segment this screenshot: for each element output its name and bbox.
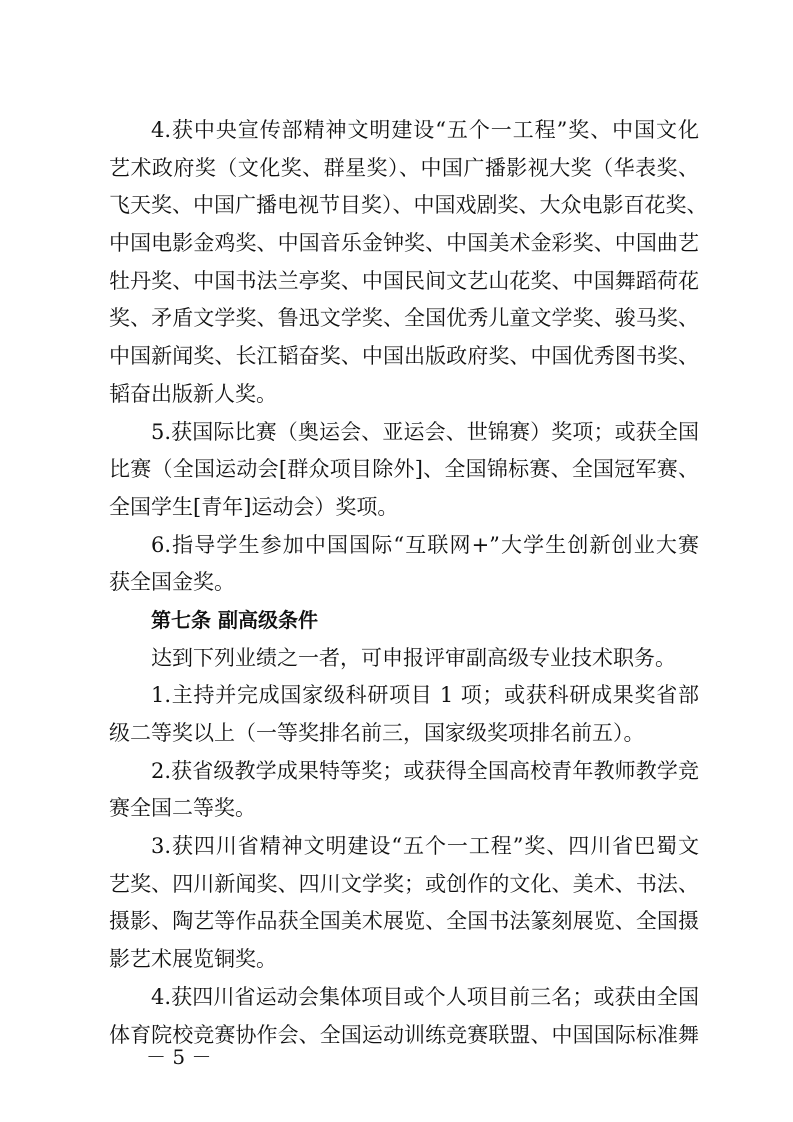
paragraph-line: 赛全国二等奖。 (109, 796, 256, 821)
paragraph-line: 比赛（全国运动会[群众项目除外]、全国锦标赛、全国冠军赛、 (109, 457, 699, 482)
paragraph-line: 获全国金奖。 (109, 570, 235, 595)
paragraph-line: 5.获国际比赛（奥运会、亚运会、世锦赛）奖项；或获全国 (151, 419, 699, 444)
paragraph-line: 体育院校竞赛协作会、全国运动训练竞赛联盟、中国国际标准舞 (109, 1022, 699, 1047)
paragraph-line: 4.获中央宣传部精神文明建设“五个一工程”奖、中国文化 (151, 118, 699, 142)
page-number: － 5 － (146, 1045, 212, 1069)
paragraph-line: 1.主持并完成国家级科研项目 1 项；或获科研成果奖省部 (151, 683, 699, 708)
paragraph-line: 奖、矛盾文学奖、鲁迅文学奖、全国优秀儿童文学奖、骏马奖、 (109, 306, 699, 331)
paragraph-line: 艺术政府奖（文化奖、群星奖）、中国广播影视大奖（华表奖、 (109, 155, 699, 180)
paragraph-line: 牡丹奖、中国书法兰亭奖、中国民间文艺山花奖、中国舞蹈荷花 (109, 268, 699, 293)
paragraph-line: 3.获四川省精神文明建设“五个一工程”奖、四川省巴蜀文 (151, 834, 699, 859)
paragraph-line: 影艺术展览铜奖。 (109, 947, 277, 972)
paragraph-line: 艺奖、四川新闻奖、四川文学奖；或创作的文化、美术、书法、 (109, 871, 699, 896)
body-text (109, 112, 708, 1054)
paragraph-line: 级二等奖以上（一等奖排名前三，国家级奖项排名前五）。 (109, 721, 645, 745)
paragraph-line: 2.获省级教学成果特等奖；或获得全国高校青年教师教学竞 (151, 758, 699, 783)
section-heading: 第七条 副高级条件 (151, 607, 318, 632)
paragraph-line: 达到下列业绩之一者，可申报评审副高级专业技术职务。 (151, 645, 676, 670)
paragraph-line: 4.获四川省运动会集体项目或个人项目前三名；或获由全国 (151, 984, 699, 1009)
paragraph-line: 韬奋出版新人奖。 (109, 381, 277, 406)
paragraph-line: 飞天奖、中国广播电视节目奖）、中国戏剧奖、大众电影百花奖、 (109, 193, 708, 218)
paragraph-line: 6.指导学生参加中国国际“互联网+”大学生创新创业大赛 (151, 532, 699, 557)
paragraph-line: 摄影、陶艺等作品获全国美术展览、全国书法篆刻展览、全国摄 (109, 909, 699, 934)
paragraph-line: 全国学生[青年]运动会）奖项。 (109, 494, 399, 519)
paragraph-line: 中国新闻奖、长江韬奋奖、中国出版政府奖、中国优秀图书奖、 (109, 344, 699, 369)
paragraph-line: 中国电影金鸡奖、中国音乐金钟奖、中国美术金彩奖、中国曲艺 (109, 231, 699, 256)
